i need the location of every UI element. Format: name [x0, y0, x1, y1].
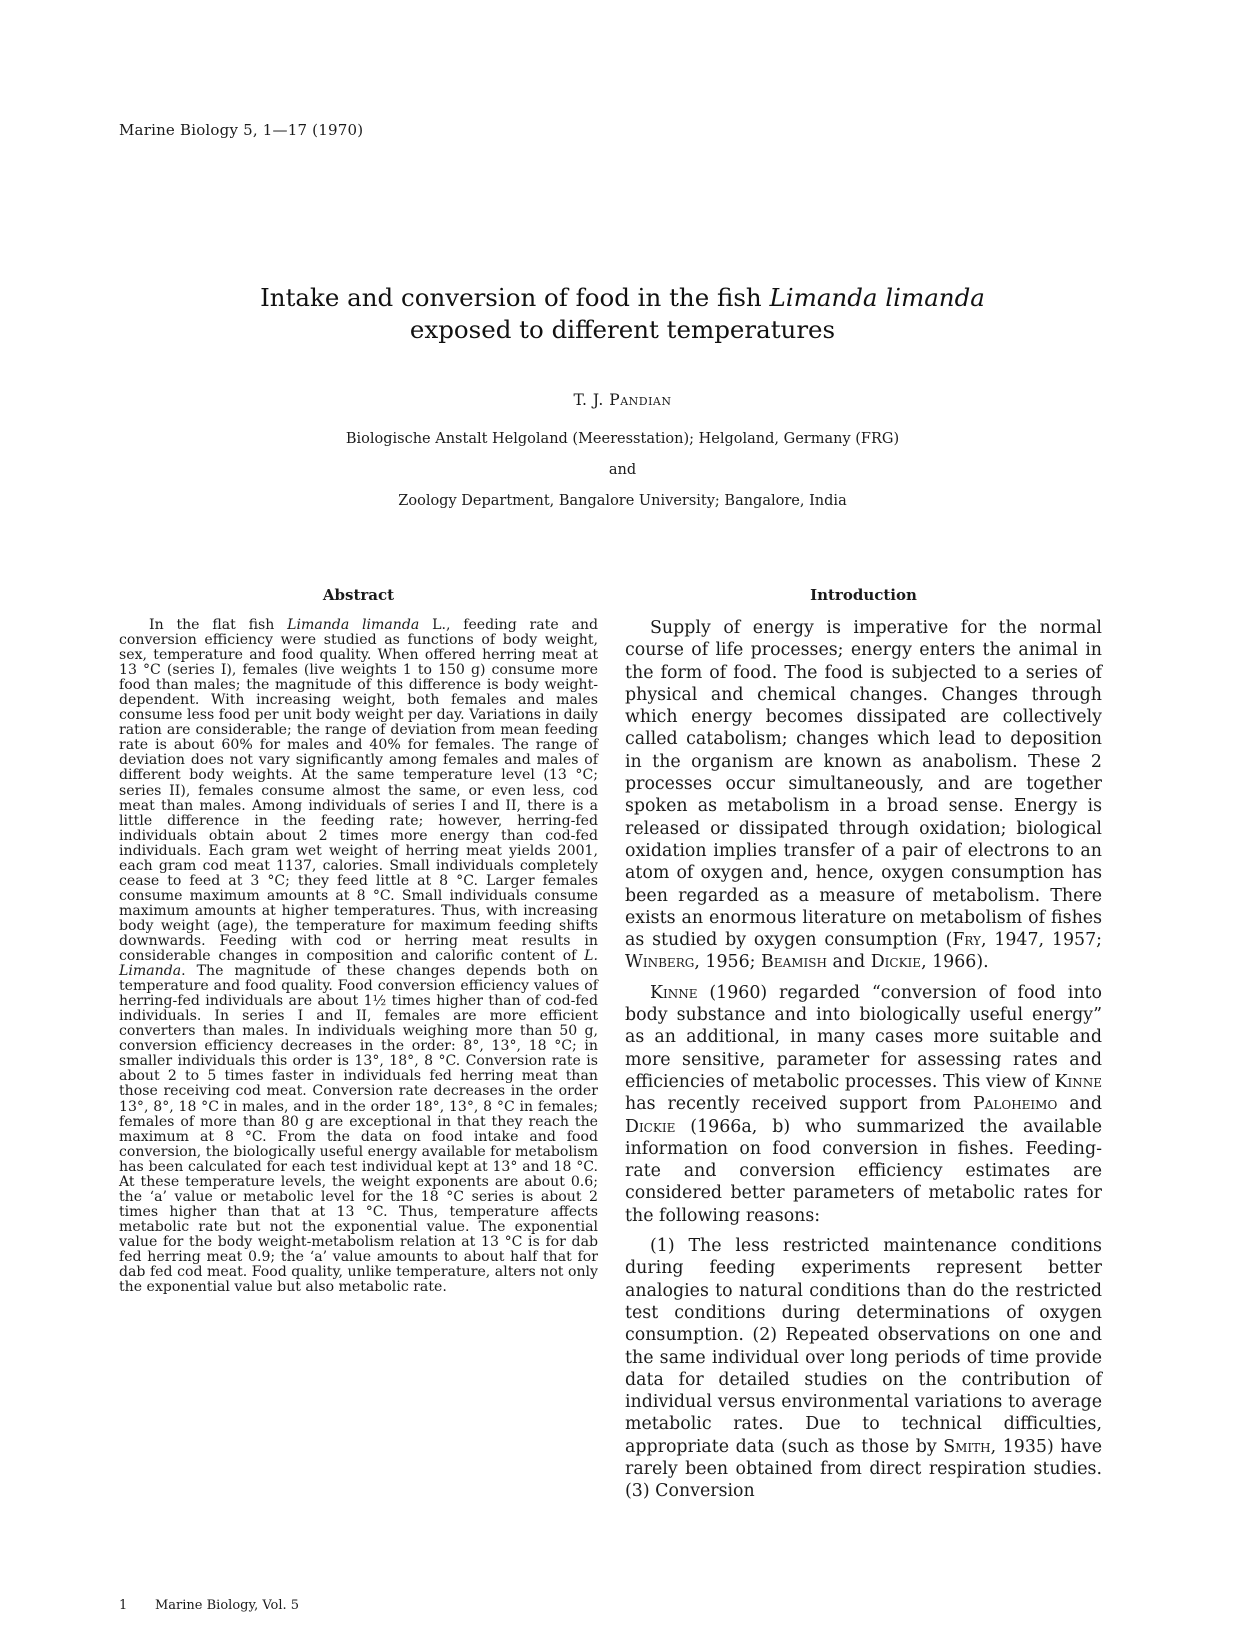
citation-author: Winberg: [625, 952, 695, 973]
intro-paragraph-1: Supply of energy is imperative for the normal course of life processes; energy enters the animal in the form of food. The food is subjected to a series of physical and chemical changes. Changes through which energy becomes dissipated are collectively called catabolism; changes which lead to deposition in the organism are known as anabolism. These 2 processes occur simultaneously, and are together spoken as metabolism in a broad sense. Energy is released or dissipated through oxidation; biological oxidation implies transfer of a pair of electrons to an atom of oxygen and, hence, oxygen consumption has been regarded as a measure of metabolism. There exists an enormous literature on metabolism of fishes as studied by oxygen consumption (Fry, 1947, 1957; Winberg, 1956; Beamish and Dickie, 1966).: [625, 618, 1102, 973]
abstract-body: [119, 618, 598, 1295]
citation-author: Dickie: [870, 952, 922, 973]
citation-author: Kinne: [1054, 1071, 1102, 1092]
abstract-heading: Abstract: [322, 586, 395, 604]
footer-journal: Marine Biology, Vol. 5: [155, 1598, 300, 1613]
article-title: [0, 282, 1245, 346]
citation-author: Kinne: [650, 982, 698, 1003]
footer-number: 1: [119, 1598, 128, 1613]
affiliation-secondary: Zoology Department, Bangalore University; Bangalore, India: [398, 493, 847, 509]
intro-paragraph-3: (1) The less restricted maintenance conditions during feeding experiments represent better analogies to natural conditions than do the restricted test conditions during determinations of oxygen consumption. (2) Repeated observations on one and the same individual over long periods of time provide data for detailed studies on the contribution of individual versus environmental variations to average metabolic rates. Due to technical difficulties, appropriate data (such as those by Smith, 1935) have rarely been obtained from direct respiration studies. (3) Conversion: [625, 1236, 1102, 1502]
affiliation-conjunction: and: [608, 462, 637, 478]
introduction-heading: Introduction: [810, 586, 917, 604]
affiliation-primary: Biologische Anstalt Helgoland (Meeresstation); Helgoland, Germany (FRG): [345, 431, 900, 447]
citation-author: Paloheimo: [973, 1094, 1058, 1115]
title-species: Limanda limanda: [769, 283, 985, 312]
citation-author: Fry: [952, 930, 981, 951]
title-line-2: exposed to different temperatures: [409, 315, 836, 344]
title-line-1: Intake and conversion of food in the fish Limanda limanda: [260, 283, 985, 312]
species-name: L. Limanda: [119, 948, 598, 980]
citation-author: Smith: [943, 1436, 991, 1457]
citation-author: Dickie: [625, 1116, 676, 1137]
author-name: T. J. Pandian: [573, 391, 672, 409]
abstract-paragraph: In the flat fish Limanda limanda L., feeding rate and conversion efficiency were studied as functions of body weight, sex, temperature and food quality. When offered herring meat at 13 °C (series I), females (live weights 1 to 150 g) consume more food than males; the magnitude of this difference is body weight-dependent. With increasing weight, both females and males consume less food per unit body weight per day. Variations in daily ration are considerable; the range of deviation from mean feeding rate is about 60% for males and 40% for females. The range of deviation does not vary significantly among females and males of different body weights. At the same temperature level (13 °C; series II), females consume almost the same, or even less, cod meat than males. Among individuals of series I and II, there is a little difference in the feeding rate; however, herring-fed individuals obtain about 2 times more energy than cod-fed individuals. Each gram wet weight of herring meat yields 2001, each gram cod meat 1137, calories. Small individuals completely cease to feed at 3 °C; they feed little at 8 °C. Larger females consume maximum amounts at 8 °C. Small individuals consume maximum amounts at higher temperatures. Thus, with increasing body weight (age), the temperature for maximum feeding shifts downwards. Feeding with cod or herring meat results in considerable changes in composition and calorific content of L. Limanda. The magnitude of these changes depends both on temperature and food quality. Food conversion efficiency values of herring-fed individuals are about 1½ times higher than of cod-fed individuals. In series I and II, females are more efficient converters than males. In individuals weighing more than 50 g, conversion efficiency decreases in the order: 8°, 13°, 18 °C; in smaller individuals this order is 13°, 18°, 8 °C. Conversion rate is about 2 to 5 times faster in individuals fed herring meat than those receiving cod meat. Conversion rate decreases in the order 13°, 8°, 18 °C in males, and in the order 18°, 13°, 8 °C in females; females of more than 80 g are exceptional in that they reach the maximum at 8 °C. From the data on food intake and food conversion, the biologically useful energy available for metabolism has been calculated for each test individual kept at 13° and 18 °C. At these temperature levels, the weight exponents are about 0.6; the ‘a’ value or metabolic level for the 18 °C series is about 2 times higher than that at 13 °C. Thus, temperature affects metabolic rate but not the exponential value. The exponential value for the body weight-metabolism relation at 13 °C is for dab fed herring meat 0.9; the ‘a’ value amounts to about half that for dab fed cod meat. Food quality, unlike temperature, alters not only the exponential value but also metabolic rate.: [119, 617, 598, 1296]
introduction-body: [625, 617, 1102, 1511]
citation-author: Beamish: [761, 952, 827, 973]
running-head: Marine Biology 5, 1—17 (1970): [119, 121, 364, 139]
page-footer: [119, 1598, 299, 1613]
intro-paragraph-2: Kinne (1960) regarded “conversion of food into body substance and into biologically useful energy” as an additional, in many cases more suitable and more sensitive, parameter for assessing rates and efficiencies of metabolic processes. This view of Kinne has recently received support from Paloheimo and Dickie (1966a, b) who summarized the available information on food conversion in fishes. Feeding-rate and conversion efficiency estimates are considered better parameters of metabolic rates for the following reasons:: [625, 982, 1102, 1226]
species-name: Limanda limanda: [287, 617, 420, 633]
